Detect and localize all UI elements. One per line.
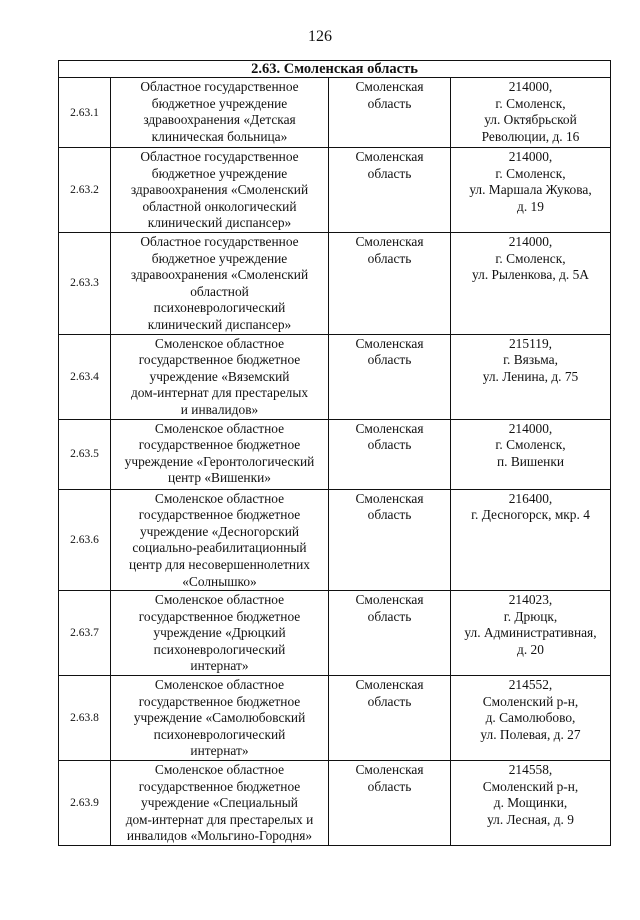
region-line: область xyxy=(367,250,412,266)
region-cell xyxy=(329,489,451,591)
address-line: п. Вишенки xyxy=(496,453,565,469)
institution-name-line: Областное государственное xyxy=(140,79,299,94)
institution-name-line: учреждение «Дрюцкий xyxy=(153,625,286,641)
region-line: область xyxy=(367,693,412,709)
address-cell xyxy=(451,148,611,233)
table-body xyxy=(59,61,611,846)
institution-name-line: инвалидов «Мольгино-Городня» xyxy=(126,828,313,844)
address-line: Революции, д. 16 xyxy=(481,128,580,144)
address-line: 214023, xyxy=(508,592,553,608)
address-line: ул. Административная, xyxy=(464,625,597,641)
address-cell xyxy=(451,591,611,676)
row-number: 2.63.2 xyxy=(59,148,111,233)
row-number: 2.63.5 xyxy=(59,419,111,489)
table-row xyxy=(59,233,611,335)
institution-name-line: интернат» xyxy=(190,743,249,759)
institution-name-line: Смоленское областное xyxy=(154,592,285,608)
institution-name-line: государственное бюджетное xyxy=(138,352,301,368)
institution-name-line: государственное бюджетное xyxy=(138,437,301,453)
institution-name-line: учреждение «Десногорский xyxy=(139,523,300,539)
region-line: область xyxy=(367,437,412,453)
institution-name-line: бюджетное учреждение xyxy=(151,165,288,181)
address-line: д. Самолюбово, xyxy=(485,710,576,726)
table-row xyxy=(59,761,611,846)
region-cell xyxy=(329,233,451,335)
institution-name-line: дом-интернат для престарелых xyxy=(130,385,309,401)
address-line: 214000, xyxy=(508,79,553,94)
row-number: 2.63.1 xyxy=(59,78,111,148)
region-cell xyxy=(329,78,451,148)
institution-name-line: государственное бюджетное xyxy=(138,507,301,523)
address-line: 215119, xyxy=(508,335,553,351)
address-line: ул. Полевая, д. 27 xyxy=(480,726,581,742)
address-line: г. Десногорск, мкр. 4 xyxy=(471,507,590,523)
institution-name-line: и инвалидов» xyxy=(180,401,259,417)
page-number: 126 xyxy=(308,28,332,45)
institution-name-line: бюджетное учреждение xyxy=(151,95,288,111)
region-line: область xyxy=(367,507,412,523)
institution-name-cell xyxy=(111,489,329,591)
institution-name-line: государственное бюджетное xyxy=(138,778,301,794)
institution-name-cell xyxy=(111,334,329,419)
institution-name-line: клиническая больница» xyxy=(151,128,288,144)
address-line: г. Смоленск, xyxy=(495,250,566,266)
section-header-row xyxy=(59,61,611,78)
region-line: Смоленская xyxy=(355,420,424,436)
region-line: Смоленская xyxy=(355,335,424,351)
institution-name-cell xyxy=(111,419,329,489)
row-number: 2.63.6 xyxy=(59,489,111,591)
table-row xyxy=(59,676,611,761)
section-title: 2.63. Смоленская область xyxy=(59,61,611,78)
table-row xyxy=(59,489,611,591)
address-line: Смоленский р-н, xyxy=(482,693,579,709)
institution-name-line: областной онкологический xyxy=(142,198,297,214)
region-cell xyxy=(329,676,451,761)
institution-name-line: Смоленское областное xyxy=(154,762,285,778)
institution-name-line: государственное бюджетное xyxy=(138,608,301,624)
address-line: г. Дрюцк, xyxy=(503,608,558,624)
institution-name-cell xyxy=(111,676,329,761)
institution-name-line: Смоленское областное xyxy=(154,677,285,693)
institution-name-line: Смоленское областное xyxy=(154,420,285,436)
address-line: ул. Лесная, д. 9 xyxy=(487,811,574,827)
region-line: Смоленская xyxy=(355,592,424,608)
table-row xyxy=(59,591,611,676)
institution-name-line: интернат» xyxy=(190,658,249,674)
address-line: 214552, xyxy=(508,677,553,693)
row-number: 2.63.4 xyxy=(59,334,111,419)
address-cell xyxy=(451,419,611,489)
address-line: ул. Октябрьской xyxy=(484,112,577,128)
institution-name-line: дом-интернат для престарелых и xyxy=(125,811,314,827)
address-cell xyxy=(451,676,611,761)
address-line: Смоленский р-н, xyxy=(482,778,579,794)
address-line: 216400, xyxy=(508,490,553,506)
table-row xyxy=(59,148,611,233)
address-line: г. Смоленск, xyxy=(495,437,566,453)
institution-name-cell xyxy=(111,78,329,148)
address-cell xyxy=(451,334,611,419)
institution-name-line: бюджетное учреждение xyxy=(151,250,288,266)
address-line: 214000, xyxy=(508,234,553,249)
address-line: 214558, xyxy=(508,762,553,778)
institution-name-line: учреждение «Самолюбовский xyxy=(133,710,306,726)
institution-name-line: здравоохранения «Смоленский xyxy=(130,182,309,198)
address-line: 214000, xyxy=(508,149,553,164)
institution-name-cell xyxy=(111,148,329,233)
institution-name-line: психоневрологический xyxy=(153,641,286,657)
address-line: г. Смоленск, xyxy=(495,165,566,181)
region-line: область xyxy=(367,95,412,111)
region-line: область xyxy=(367,165,412,181)
institution-name-line: клинический диспансер» xyxy=(147,215,292,231)
address-line: д. 19 xyxy=(517,198,544,214)
region-line: область xyxy=(367,778,412,794)
region-line: Смоленская xyxy=(355,490,424,506)
region-cell xyxy=(329,591,451,676)
institution-name-cell xyxy=(111,591,329,676)
institutions-table xyxy=(58,60,611,846)
institution-name-line: «Солнышко» xyxy=(182,573,257,589)
address-line: ул. Рыленкова, д. 5А xyxy=(472,267,589,283)
institution-name-line: Смоленское областное xyxy=(154,335,285,351)
address-line: 214000, xyxy=(508,420,553,436)
region-cell xyxy=(329,148,451,233)
address-cell xyxy=(451,489,611,591)
address-cell xyxy=(451,233,611,335)
row-number: 2.63.7 xyxy=(59,591,111,676)
address-cell xyxy=(451,78,611,148)
institution-name-line: Областное государственное xyxy=(140,149,299,164)
region-cell xyxy=(329,334,451,419)
region-line: Смоленская xyxy=(355,79,424,94)
region-cell xyxy=(329,761,451,846)
region-line: область xyxy=(367,608,412,624)
region-line: Смоленская xyxy=(355,149,424,164)
region-line: область xyxy=(367,352,412,368)
institution-name-line: клинический диспансер» xyxy=(147,316,292,332)
address-line: д. 20 xyxy=(517,641,544,657)
institution-name-line: Смоленское областное xyxy=(154,490,285,506)
region-line: Смоленская xyxy=(355,762,424,778)
institution-name-line: государственное бюджетное xyxy=(138,693,301,709)
region-line: Смоленская xyxy=(355,677,424,693)
institution-name-line: центр «Вишенки» xyxy=(168,470,271,486)
institution-name-cell xyxy=(111,233,329,335)
row-number: 2.63.9 xyxy=(59,761,111,846)
table-row xyxy=(59,78,611,148)
institution-name-line: центр для несовершеннолетних xyxy=(129,556,310,572)
address-line: ул. Ленина, д. 75 xyxy=(482,368,579,384)
institution-name-line: учреждение «Вяземский xyxy=(149,368,290,384)
row-number: 2.63.8 xyxy=(59,676,111,761)
institution-name-line: социально-реабилитационный xyxy=(132,540,307,556)
address-line: д. Мощинки, xyxy=(493,795,568,811)
institution-name-line: учреждение «Специальный xyxy=(141,795,298,811)
address-line: г. Вязьма, xyxy=(503,352,558,368)
row-number: 2.63.3 xyxy=(59,233,111,335)
region-line: Смоленская xyxy=(355,234,424,249)
table-row xyxy=(59,419,611,489)
address-line: ул. Маршала Жукова, xyxy=(469,182,592,198)
region-cell xyxy=(329,419,451,489)
institution-name-line: областной xyxy=(190,283,249,299)
institution-name-line: учреждение «Геронтологический xyxy=(124,453,315,469)
institution-name-line: здравоохранения «Смоленский xyxy=(130,267,309,283)
institution-name-line: здравоохранения «Детская xyxy=(143,112,296,128)
address-line: г. Смоленск, xyxy=(495,95,566,111)
table-row xyxy=(59,334,611,419)
institution-name-line: психоневрологический xyxy=(153,300,286,316)
institution-name-cell xyxy=(111,761,329,846)
institution-name-line: Областное государственное xyxy=(140,234,299,249)
institution-name-line: психоневрологический xyxy=(153,726,286,742)
address-cell xyxy=(451,761,611,846)
